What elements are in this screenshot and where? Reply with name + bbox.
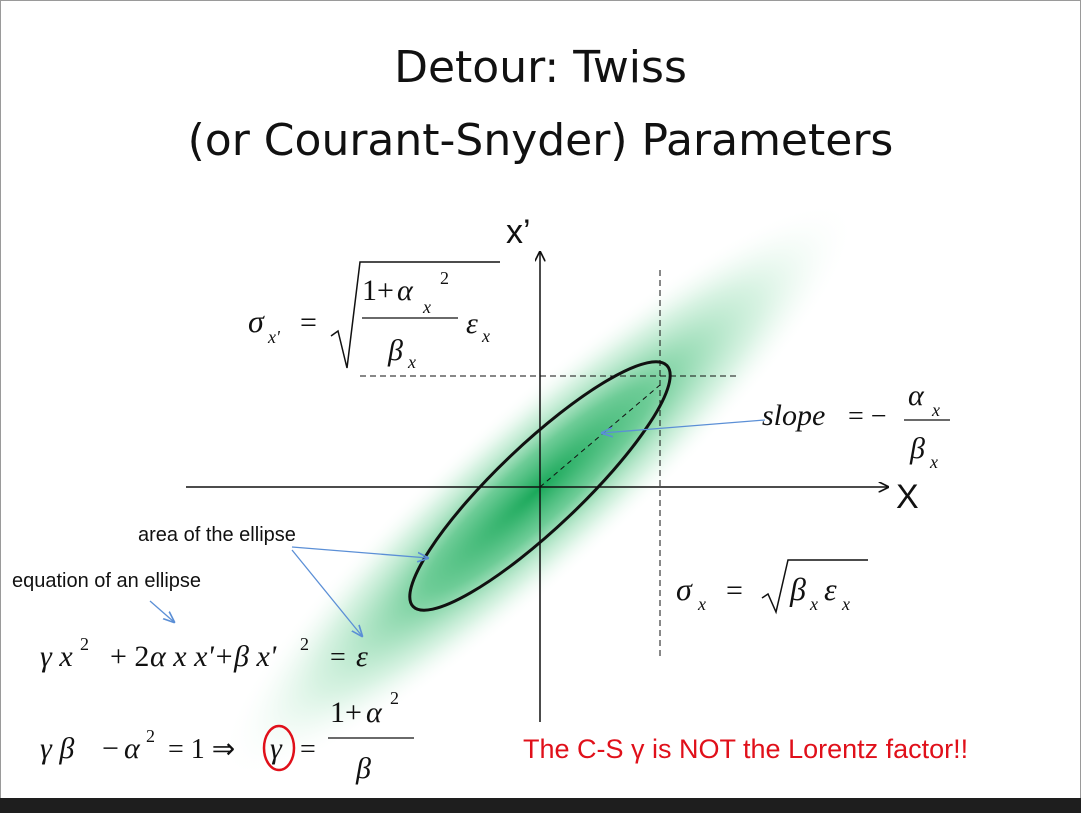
svg-text:α: α: [397, 274, 413, 307]
svg-text:x: x: [932, 400, 940, 420]
svg-text:+ 2: + 2: [110, 640, 150, 673]
svg-text:x: x: [810, 594, 818, 614]
svg-text:1+: 1+: [362, 274, 394, 307]
svg-text:x: x: [930, 452, 938, 472]
svg-text:x: x: [842, 594, 850, 614]
svg-text:2: 2: [440, 268, 449, 288]
svg-text:β: β: [910, 432, 925, 465]
svg-text:β: β: [790, 571, 806, 607]
svg-text:β: β: [356, 752, 371, 785]
svg-text:1+: 1+: [330, 696, 362, 729]
svg-text:α x x'+β x': α x x'+β x': [150, 640, 277, 673]
sigma-xprime-formula: [248, 262, 500, 372]
svg-text:α: α: [124, 732, 140, 765]
svg-text:β: β: [388, 334, 403, 367]
title-line-1: Detour: Twiss: [394, 42, 687, 93]
svg-text:=: =: [300, 734, 316, 765]
svg-text:x': x': [268, 327, 280, 347]
svg-text:x: x: [698, 594, 706, 614]
title-line-2: (or Courant-Snyder) Parameters: [187, 115, 894, 166]
svg-text:x: x: [423, 297, 431, 317]
svg-text:=: =: [300, 306, 317, 339]
svg-text:2: 2: [300, 634, 309, 654]
beam-distribution: [169, 146, 907, 813]
x-axis-label: X: [896, 478, 919, 516]
equation-label: equation of an ellipse: [12, 570, 202, 592]
bottom-bar: [0, 798, 1081, 813]
svg-text:slope: slope: [762, 399, 826, 432]
svg-text:2: 2: [80, 634, 89, 654]
svg-text:x: x: [482, 326, 490, 346]
svg-text:x: x: [408, 352, 416, 372]
svg-text:ε: ε: [824, 571, 837, 607]
svg-text:=: =: [330, 642, 346, 673]
svg-text:α: α: [908, 379, 924, 412]
svg-text:γ β: γ β: [40, 732, 75, 765]
svg-text:α: α: [366, 696, 382, 729]
area-label: area of the ellipse: [138, 524, 296, 546]
svg-text:γ: γ: [270, 732, 282, 765]
lorentz-note: The C-S γ is NOT the Lorentz factor!!: [523, 734, 969, 764]
xprime-axis-label: x’: [506, 213, 531, 251]
sigma-x-formula: [676, 560, 868, 614]
svg-text:2: 2: [146, 726, 155, 746]
svg-text:−: −: [102, 732, 119, 765]
svg-text:σ: σ: [676, 571, 692, 607]
svg-text:=: =: [726, 574, 743, 607]
svg-text:2: 2: [390, 688, 399, 708]
svg-text:γ x: γ x: [40, 640, 73, 673]
svg-text:σ: σ: [248, 303, 264, 339]
svg-text:= 1 ⇒: = 1 ⇒: [168, 734, 236, 765]
svg-text:ε: ε: [356, 640, 368, 673]
svg-text:ε: ε: [466, 307, 478, 340]
slope-formula: [762, 379, 950, 472]
svg-text:= −: = −: [848, 401, 887, 432]
equation-pointer-arrow: [150, 601, 174, 622]
